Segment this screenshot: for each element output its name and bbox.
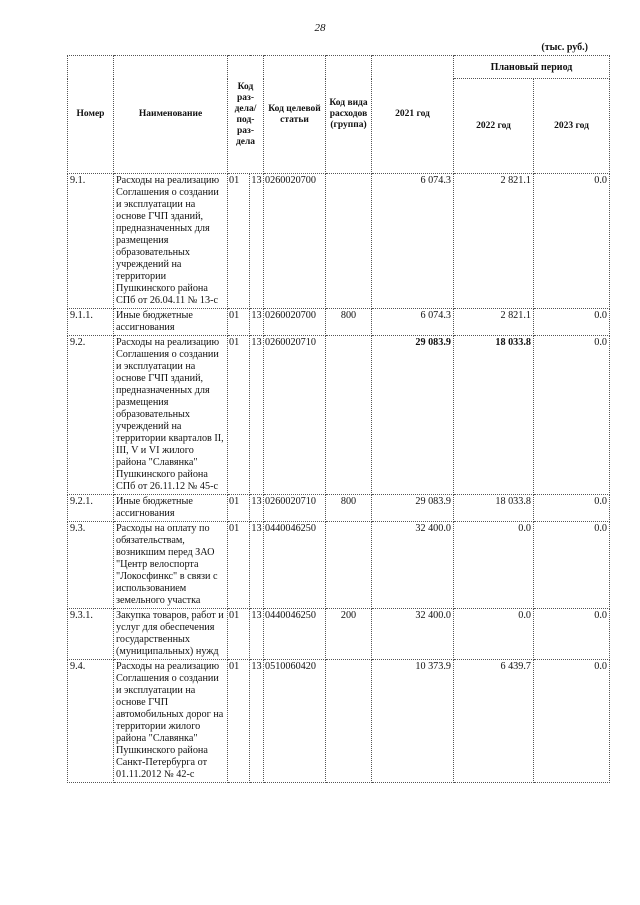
row-amount-2023: 0.0 (534, 522, 610, 609)
row-amount-2023: 0.0 (534, 309, 610, 336)
row-name: Расходы на реализацию Соглашения о создании и эксплуатации на основе ГЧП зданий, предназначенных для размещения образовательных учреждений на территории Пушкинского района СПб от 26.04.11 № 13-с (114, 174, 228, 309)
table-row (68, 660, 610, 783)
table-row (68, 336, 610, 495)
row-amount-2022: 18 033.8 (454, 336, 534, 495)
row-number: 9.2.1. (68, 495, 114, 522)
row-name: Расходы на реализацию Соглашения о создании и эксплуатации на основе ГЧП зданий, предназначенных для размещения образовательных учреждений на территории кварталов II, III, V и VI жилого района "Славянка" Пушкинского района СПб от 26.11.12 № 45-с (114, 336, 228, 495)
header-name: Наименование (114, 56, 228, 174)
row-expense-type (326, 660, 372, 783)
table-row (68, 609, 610, 660)
row-target-code: 0440046250 (264, 609, 326, 660)
row-amount-2022: 6 439.7 (454, 660, 534, 783)
row-amount-2021: 6 074.3 (372, 309, 454, 336)
row-number: 9.3.1. (68, 609, 114, 660)
row-name: Закупка товаров, работ и услуг для обеспечения государственных (муниципальных) нужд (114, 609, 228, 660)
row-subsection: 13 (250, 495, 264, 522)
row-number: 9.1. (68, 174, 114, 309)
row-section: 01 (228, 336, 250, 495)
row-amount-2021: 29 083.9 (372, 495, 454, 522)
header-year-2023: 2023 год (534, 79, 610, 174)
row-expense-type (326, 522, 372, 609)
budget-table (67, 55, 610, 783)
row-expense-type (326, 174, 372, 309)
row-amount-2023: 0.0 (534, 336, 610, 495)
header-number: Номер (68, 56, 114, 174)
row-section: 01 (228, 660, 250, 783)
row-section: 01 (228, 174, 250, 309)
header-plan-period: Плановый период (454, 56, 610, 79)
row-section: 01 (228, 609, 250, 660)
header-year-2021: 2021 год (372, 56, 454, 174)
row-expense-type: 800 (326, 495, 372, 522)
table-row (68, 522, 610, 609)
row-amount-2021: 10 373.9 (372, 660, 454, 783)
row-expense-type: 200 (326, 609, 372, 660)
row-amount-2022: 2 821.1 (454, 309, 534, 336)
header-expense-type: Код вида расходов (группа) (326, 56, 372, 174)
row-name: Иные бюджетные ассигнования (114, 495, 228, 522)
row-amount-2023: 0.0 (534, 495, 610, 522)
row-section: 01 (228, 522, 250, 609)
row-amount-2021: 29 083.9 (372, 336, 454, 495)
header-section: Код раз-дела/ под-раз-дела (228, 56, 264, 174)
row-subsection: 13 (250, 309, 264, 336)
row-amount-2022: 2 821.1 (454, 174, 534, 309)
row-target-code: 0510060420 (264, 660, 326, 783)
row-target-code: 0260020710 (264, 336, 326, 495)
row-amount-2023: 0.0 (534, 660, 610, 783)
row-amount-2021: 6 074.3 (372, 174, 454, 309)
row-name: Расходы на оплату по обязательствам, возникшим перед ЗАО "Центр велоспорта "Локосфинкс" в связи с использованием земельного участка (114, 522, 228, 609)
row-amount-2023: 0.0 (534, 609, 610, 660)
row-amount-2021: 32 400.0 (372, 522, 454, 609)
row-section: 01 (228, 309, 250, 336)
row-name: Иные бюджетные ассигнования (114, 309, 228, 336)
header-target: Код целевой статьи (264, 56, 326, 174)
row-section: 01 (228, 495, 250, 522)
row-target-code: 0260020700 (264, 174, 326, 309)
row-target-code: 0260020710 (264, 495, 326, 522)
row-amount-2023: 0.0 (534, 174, 610, 309)
row-target-code: 0440046250 (264, 522, 326, 609)
row-amount-2022: 0.0 (454, 522, 534, 609)
row-number: 9.1.1. (68, 309, 114, 336)
row-expense-type (326, 336, 372, 495)
row-amount-2022: 0.0 (454, 609, 534, 660)
row-number: 9.3. (68, 522, 114, 609)
table-row (68, 495, 610, 522)
row-subsection: 13 (250, 660, 264, 783)
row-amount-2021: 32 400.0 (372, 609, 454, 660)
row-subsection: 13 (250, 174, 264, 309)
row-number: 9.2. (68, 336, 114, 495)
row-number: 9.4. (68, 660, 114, 783)
table-row (68, 174, 610, 309)
header-year-2022: 2022 год (454, 79, 534, 174)
row-target-code: 0260020700 (264, 309, 326, 336)
table-row (68, 309, 610, 336)
units-label: (тыс. руб.) (541, 42, 588, 53)
row-name: Расходы на реализацию Соглашения о создании и эксплуатации на основе ГЧП автомобильных дорог на территории жилого района "Славянка" Пушкинского района Санкт-Петербурга от 01.11.2012 № 42-с (114, 660, 228, 783)
row-subsection: 13 (250, 609, 264, 660)
row-amount-2022: 18 033.8 (454, 495, 534, 522)
row-expense-type: 800 (326, 309, 372, 336)
page-number: 28 (314, 22, 326, 34)
row-subsection: 13 (250, 522, 264, 609)
row-subsection: 13 (250, 336, 264, 495)
